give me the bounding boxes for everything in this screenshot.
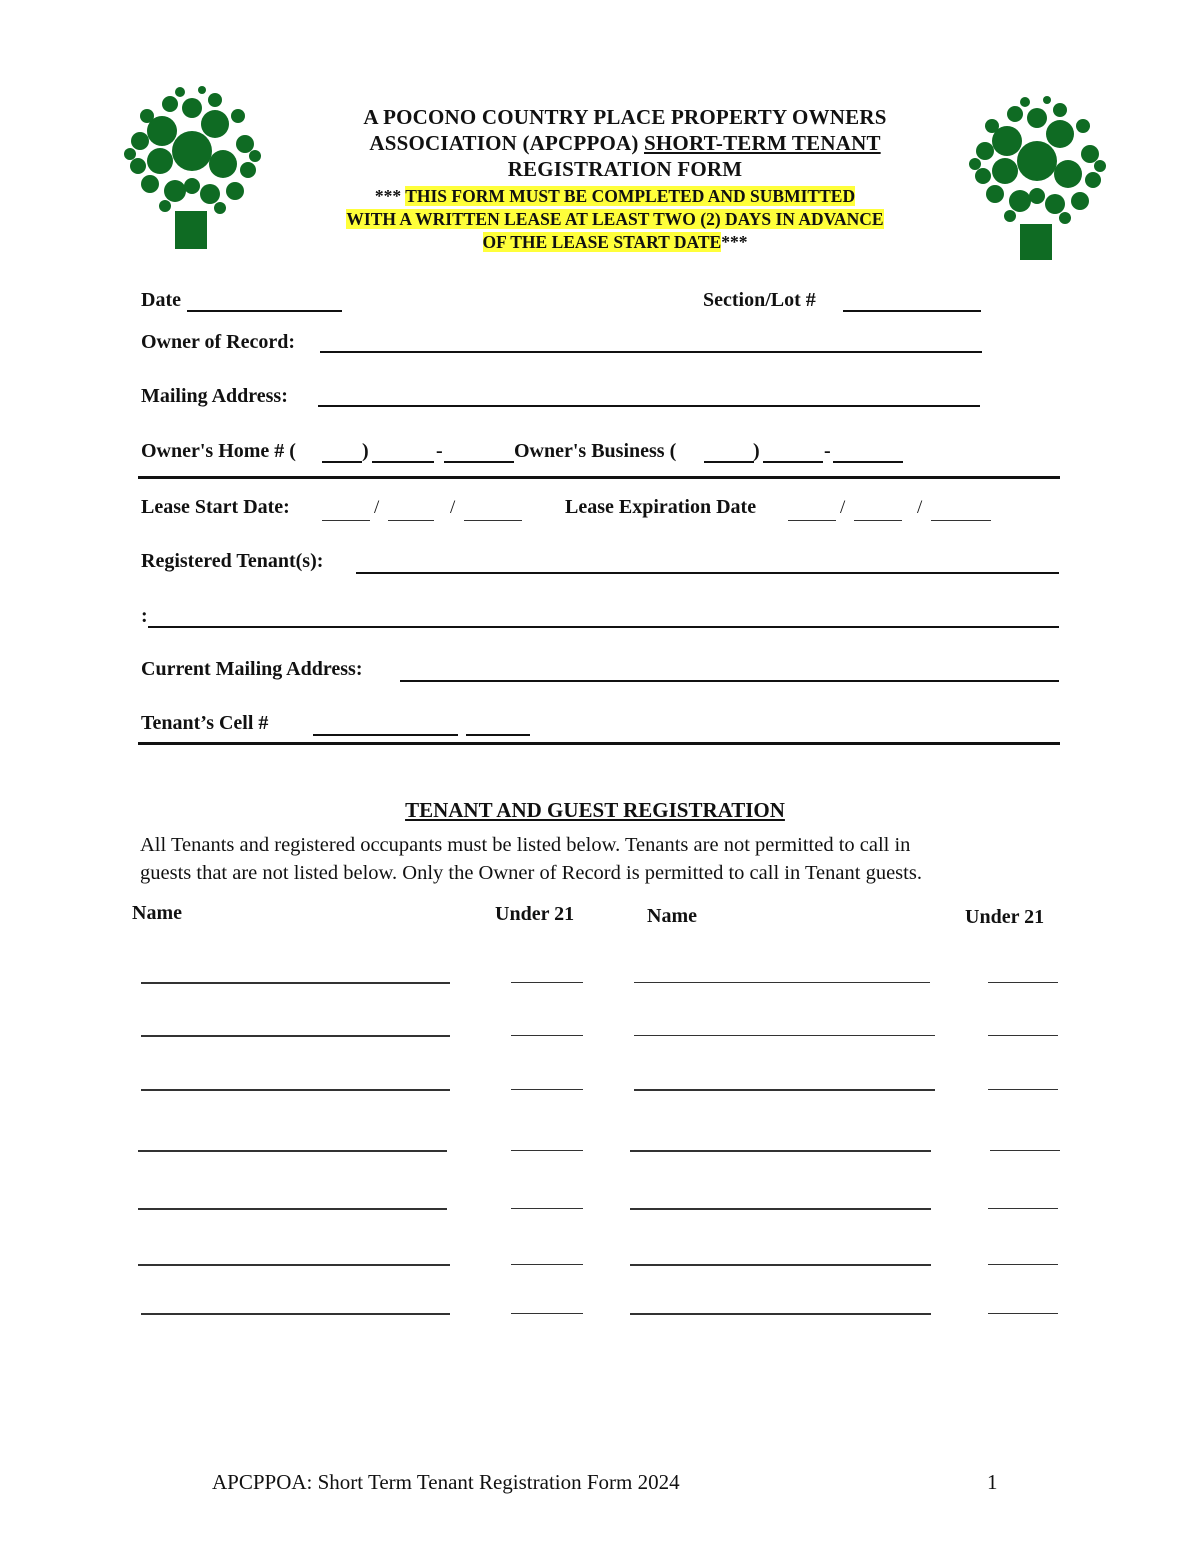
owner-home-dash: - <box>436 440 443 462</box>
guest-name-6-2[interactable] <box>630 1264 931 1266</box>
guest-under21-3-2[interactable] <box>988 1089 1058 1090</box>
lease-expiration-year-field[interactable] <box>931 520 991 521</box>
tenant-line-2-label: : <box>141 605 148 627</box>
lease-expiration-label: Lease Expiration Date <box>565 496 757 518</box>
registration-instructions <box>140 831 1060 887</box>
owner-of-record-field[interactable] <box>320 351 982 353</box>
title-line-2a: ASSOCIATION (APCPPOA) <box>369 131 639 155</box>
column-under21-2: Under 21 <box>965 906 1045 928</box>
guest-name-2-2[interactable] <box>634 1035 935 1036</box>
guest-under21-7-1[interactable] <box>511 1313 583 1314</box>
lease-start-month-field[interactable] <box>322 520 370 521</box>
tenant-cell-field-2[interactable] <box>466 734 530 736</box>
form-title <box>300 104 950 182</box>
guest-under21-7-2[interactable] <box>988 1313 1058 1314</box>
tenant-cell-field-1[interactable] <box>313 734 458 736</box>
section-divider-1 <box>138 476 1060 479</box>
title-line-2 <box>300 130 950 156</box>
column-name-1: Name <box>132 902 182 924</box>
notice-prefix: *** <box>374 186 402 206</box>
guest-under21-1-1[interactable] <box>511 982 583 983</box>
current-mailing-field[interactable] <box>400 680 1059 682</box>
guest-name-5-2[interactable] <box>630 1208 931 1210</box>
mailing-address-field[interactable] <box>318 405 980 407</box>
registered-tenants-field[interactable] <box>356 572 1059 574</box>
guest-under21-5-1[interactable] <box>511 1208 583 1209</box>
tree-logo-left-icon <box>120 86 265 251</box>
owner-home-line-field[interactable] <box>444 461 514 463</box>
guest-under21-4-2[interactable] <box>990 1150 1060 1151</box>
notice-text-3: OF THE LEASE START DATE <box>482 232 722 252</box>
owner-business-paren: ) <box>753 440 760 462</box>
guest-under21-1-2[interactable] <box>988 982 1058 983</box>
notice-line-1 <box>300 185 930 208</box>
guest-under21-6-1[interactable] <box>511 1264 583 1265</box>
page-number: 1 <box>987 1470 998 1494</box>
guest-name-1-1[interactable] <box>141 982 450 984</box>
owner-home-label: Owner's Home # ( <box>141 440 296 462</box>
date-label: Date <box>141 289 181 311</box>
guest-name-6-1[interactable] <box>138 1264 450 1266</box>
notice-text-2: WITH A WRITTEN LEASE AT LEAST TWO (2) DAYS IN ADVANCE <box>346 209 884 229</box>
owner-home-area-field[interactable] <box>322 461 362 463</box>
guest-name-1-2[interactable] <box>634 982 930 983</box>
title-line-2b: SHORT-TERM TENANT <box>644 131 881 155</box>
guest-name-7-1[interactable] <box>141 1313 450 1315</box>
tree-logo-right-icon <box>965 96 1110 261</box>
notice-suffix: *** <box>721 232 748 252</box>
owner-home-paren: ) <box>362 440 369 462</box>
guest-under21-3-1[interactable] <box>511 1089 583 1090</box>
instructions-line-2: guests that are not listed below. Only the Owner of Record is permitted to call in Tenant guests. <box>140 862 922 884</box>
mailing-address-label: Mailing Address: <box>141 385 288 407</box>
lease-start-day-field[interactable] <box>388 520 434 521</box>
owner-business-line-field[interactable] <box>833 461 903 463</box>
guest-name-7-2[interactable] <box>630 1313 931 1315</box>
submission-notice <box>300 185 930 254</box>
lease-start-label: Lease Start Date: <box>141 496 290 518</box>
title-line-3: REGISTRATION FORM <box>507 157 743 181</box>
lease-expiration-month-field[interactable] <box>788 520 836 521</box>
owner-business-label: Owner's Business ( <box>514 440 677 462</box>
column-name-2: Name <box>647 905 697 927</box>
current-mailing-label: Current Mailing Address: <box>141 658 363 680</box>
lease-expiration-slash-2: / <box>917 497 923 518</box>
instructions-line-1: All Tenants and registered occupants must be listed below. Tenants are not permitted to call in <box>140 834 911 856</box>
tenant-cell-label: Tenant’s Cell # <box>141 712 269 734</box>
lease-start-year-field[interactable] <box>464 520 522 521</box>
notice-line-3 <box>300 231 930 254</box>
section-divider-2 <box>138 742 1060 745</box>
section-lot-field[interactable] <box>843 310 981 312</box>
notice-line-2 <box>300 208 930 231</box>
section-lot-label: Section/Lot # <box>703 289 816 311</box>
notice-text-1: THIS FORM MUST BE COMPLETED AND SUBMITTED <box>405 186 856 206</box>
tenant-line-2-field[interactable] <box>148 626 1059 628</box>
owner-business-dash: - <box>824 440 831 462</box>
guest-name-4-2[interactable] <box>630 1150 931 1152</box>
guest-under21-2-1[interactable] <box>511 1035 583 1036</box>
guest-under21-5-2[interactable] <box>988 1208 1058 1209</box>
footer-title: APCPPOA: Short Term Tenant Registration Form 2024 <box>212 1470 680 1494</box>
registration-heading: TENANT AND GUEST REGISTRATION <box>405 798 785 822</box>
lease-expiration-slash-1: / <box>840 497 846 518</box>
guest-name-2-1[interactable] <box>141 1035 450 1037</box>
date-field[interactable] <box>187 310 342 312</box>
registered-tenants-label: Registered Tenant(s): <box>141 550 324 572</box>
guest-name-5-1[interactable] <box>138 1208 447 1210</box>
guest-under21-4-1[interactable] <box>511 1150 583 1151</box>
owner-business-prefix-field[interactable] <box>763 461 823 463</box>
guest-name-3-1[interactable] <box>141 1089 450 1091</box>
column-under21-1: Under 21 <box>495 903 575 925</box>
guest-name-4-1[interactable] <box>138 1150 447 1152</box>
lease-expiration-day-field[interactable] <box>854 520 902 521</box>
lease-start-slash-1: / <box>374 497 380 518</box>
guest-name-3-2[interactable] <box>634 1089 935 1091</box>
owner-business-area-field[interactable] <box>704 461 754 463</box>
owner-of-record-label: Owner of Record: <box>141 331 296 353</box>
guest-under21-2-2[interactable] <box>988 1035 1058 1036</box>
title-line-1: A POCONO COUNTRY PLACE PROPERTY OWNERS <box>363 105 887 129</box>
lease-start-slash-2: / <box>450 497 456 518</box>
guest-under21-6-2[interactable] <box>988 1264 1058 1265</box>
owner-home-prefix-field[interactable] <box>372 461 434 463</box>
